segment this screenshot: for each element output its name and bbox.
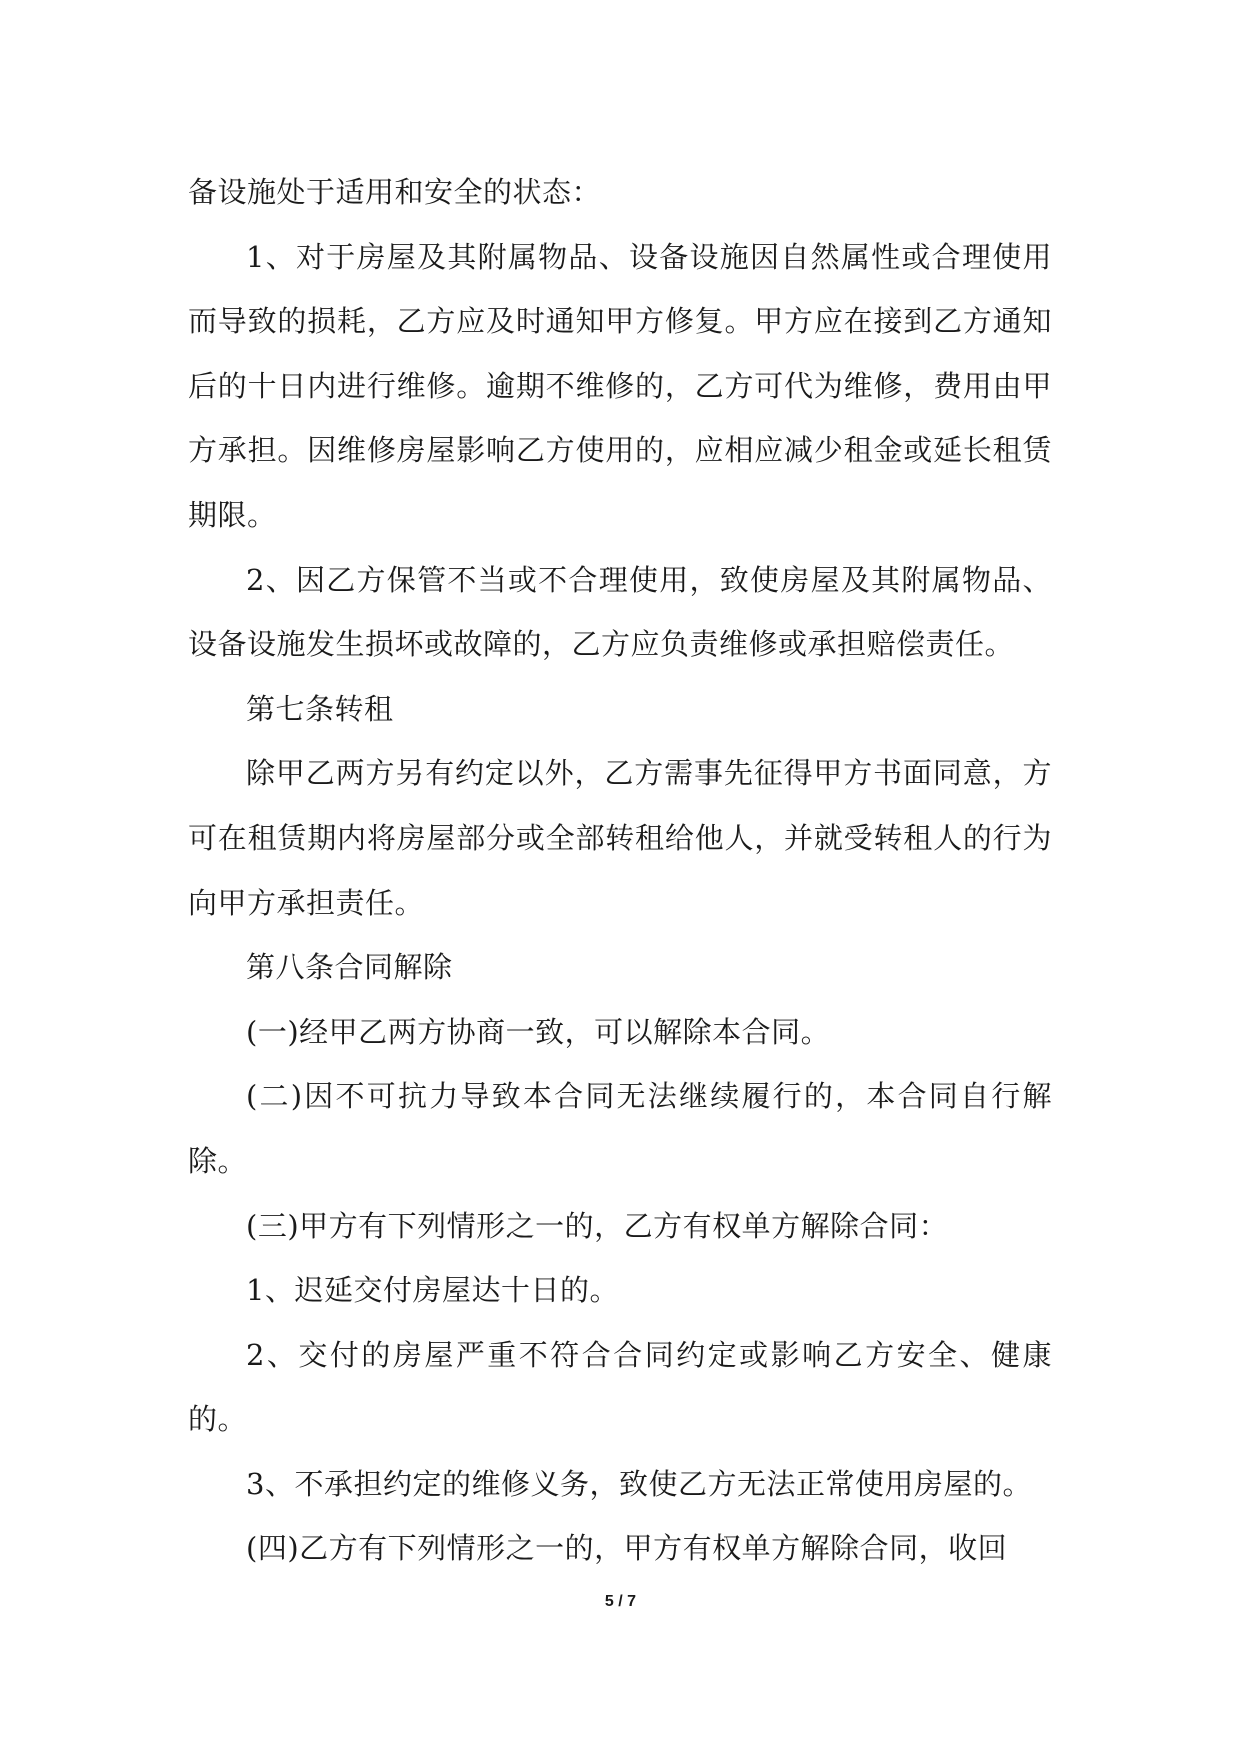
clause-termination-3: (三)甲方有下列情形之一的，乙方有权单方解除合同： — [246, 1208, 949, 1243]
clause-termination-2: (二)因不可抗力导致本合同无法继续履行的，本合同自行解除。 — [188, 1079, 1052, 1178]
clause-termination-4: (四)乙方有下列情形之一的，甲方有权单方解除合同，收回 — [246, 1531, 1008, 1566]
paragraph-repair-wear: 1、对于房屋及其附属物品、设备设施因自然属性或合理使用而导致的损耗，乙方应及时通知甲方修复。甲方应在接到乙方通知后的十日内进行维修。逾期不维修的，乙方可代为维修，费用由甲方承担。因维修房屋影响乙方使用的，应相应减少租金或延长租赁期限。 — [188, 239, 1052, 532]
clause-termination-1: (一)经甲乙两方协商一致，可以解除本合同。 — [246, 1014, 831, 1049]
document-body — [188, 160, 1052, 1581]
item-delay-delivery: 1、迟延交付房屋达十日的。 — [246, 1273, 619, 1308]
heading-article-7: 第七条转租 — [246, 691, 394, 726]
paragraph-sublease: 除甲乙两方另有约定以外，乙方需事先征得甲方书面同意，方可在租赁期内将房屋部分或全部转租给他人，并就受转租人的行为向甲方承担责任。 — [188, 756, 1052, 920]
item-nonconforming-house: 2、交付的房屋严重不符合合同约定或影响乙方安全、健康的。 — [188, 1337, 1052, 1437]
heading-article-8: 第八条合同解除 — [246, 950, 453, 985]
paragraph-facility-state: 备设施处于适用和安全的状态： — [188, 175, 602, 209]
page-number: 5 / 7 — [604, 1593, 637, 1610]
item-no-repair: 3、不承担约定的维修义务，致使乙方无法正常使用房屋的。 — [246, 1466, 1032, 1501]
paragraph-tenant-damage: 2、因乙方保管不当或不合理使用，致使房屋及其附属物品、设备设施发生损坏或故障的，乙方应负责维修或承担赔偿责任。 — [188, 562, 1052, 662]
